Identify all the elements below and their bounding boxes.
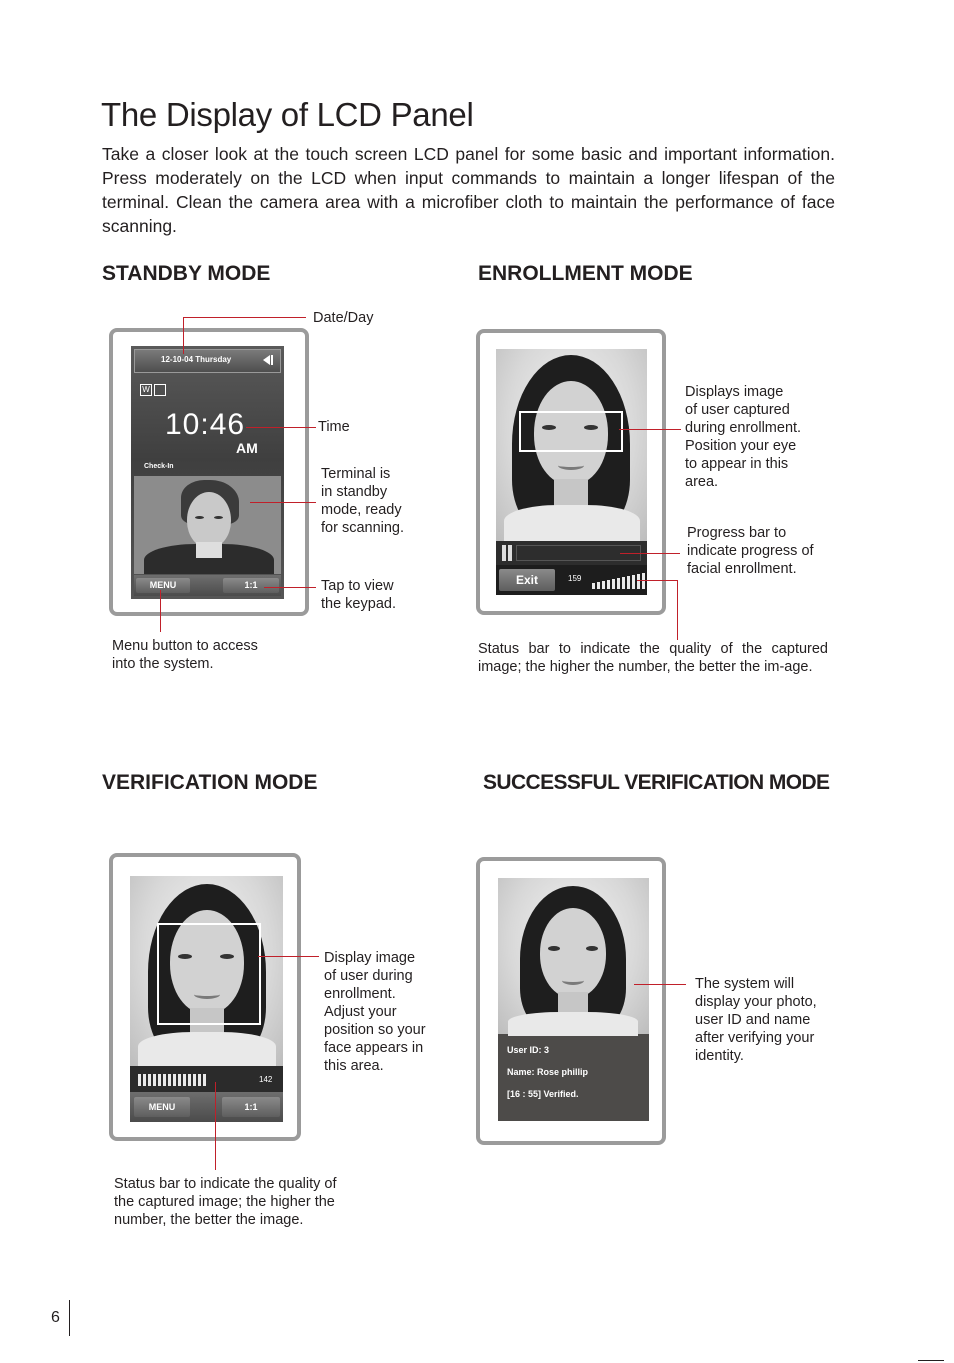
callout-enroll-image: Displays image of user captured during enrollment. Position your eye to appear in this area. [685, 384, 802, 490]
page-title: The Display of LCD Panel [101, 96, 474, 133]
enrollment-quality-value: 159 [568, 574, 582, 583]
screen-status: Check-In [144, 463, 174, 470]
enrollment-heading: ENROLLMENT MODE [478, 262, 693, 285]
verification-menu-button[interactable]: MENU [134, 1097, 190, 1117]
screen-ampm: AM [236, 440, 258, 456]
callout-success-system: The system will display your photo, user ID and name after verifying your identity. [695, 976, 817, 1064]
callout-verify-status: Status bar to indicate the quality of the captured image; the higher the number, the better the image. [114, 1176, 337, 1228]
standby-photo [134, 476, 281, 574]
callout-verify-image: Display image of user during enrollment. Adjust your position so your face appears in this area. [324, 950, 426, 1074]
enrollment-screen [496, 349, 647, 595]
status-icon [154, 384, 166, 396]
success-screen [498, 878, 649, 1121]
callout-enroll-progress: Progress bar to indicate progress of facial enrollment. [687, 525, 814, 577]
intro-paragraph: Take a closer look at the touch screen LCD panel for some basic and important information. Press moderately on the LCD when input commands to maintain a longer lifespan of the terminal. Clean the camera area with a microfiber cloth to maintain the performance of face scanning. [102, 144, 835, 236]
volume-icon[interactable] [261, 353, 275, 367]
standby-screen [131, 346, 284, 599]
page-number-divider [69, 1300, 70, 1336]
verification-quality-bars [138, 1072, 206, 1086]
standby-heading: STANDBY MODE [102, 262, 271, 285]
wifi-badge: W [140, 384, 152, 396]
callout-standby: Terminal is in standby mode, ready for scanning. [321, 466, 405, 536]
callout-menu: Menu button to access into the system. [112, 638, 258, 672]
success-user-id: User ID: 3 [507, 1045, 550, 1055]
callout-time: Time [318, 419, 350, 435]
verification-quality-value: 142 [259, 1075, 273, 1084]
footer-rule [918, 1360, 944, 1361]
success-heading: SUCCESSFUL VERIFICATION MODE [483, 771, 830, 794]
success-verified: [16 : 55] Verified. [507, 1089, 579, 1099]
enrollment-scan-box [519, 411, 623, 452]
one-to-one-button[interactable]: 1:1 [223, 578, 279, 593]
verification-one-to-one-button[interactable]: 1:1 [222, 1097, 280, 1117]
screen-time: 10:46 [165, 408, 246, 441]
verification-scan-box [157, 923, 261, 1025]
screen-date: 12-10-04 Thursday [161, 355, 232, 364]
callout-tap: Tap to view the keypad. [321, 578, 396, 612]
callout-enroll-status: Status bar to indicate the quality of the captured image; the higher the number, the better the im-age. [478, 641, 828, 675]
exit-button[interactable]: Exit [499, 569, 555, 591]
callout-date: Date/Day [313, 310, 374, 326]
menu-button[interactable]: MENU [136, 578, 190, 593]
success-name: Name: Rose phillip [507, 1067, 589, 1077]
page-number: 6 [51, 1309, 60, 1326]
verification-heading: VERIFICATION MODE [102, 771, 318, 794]
